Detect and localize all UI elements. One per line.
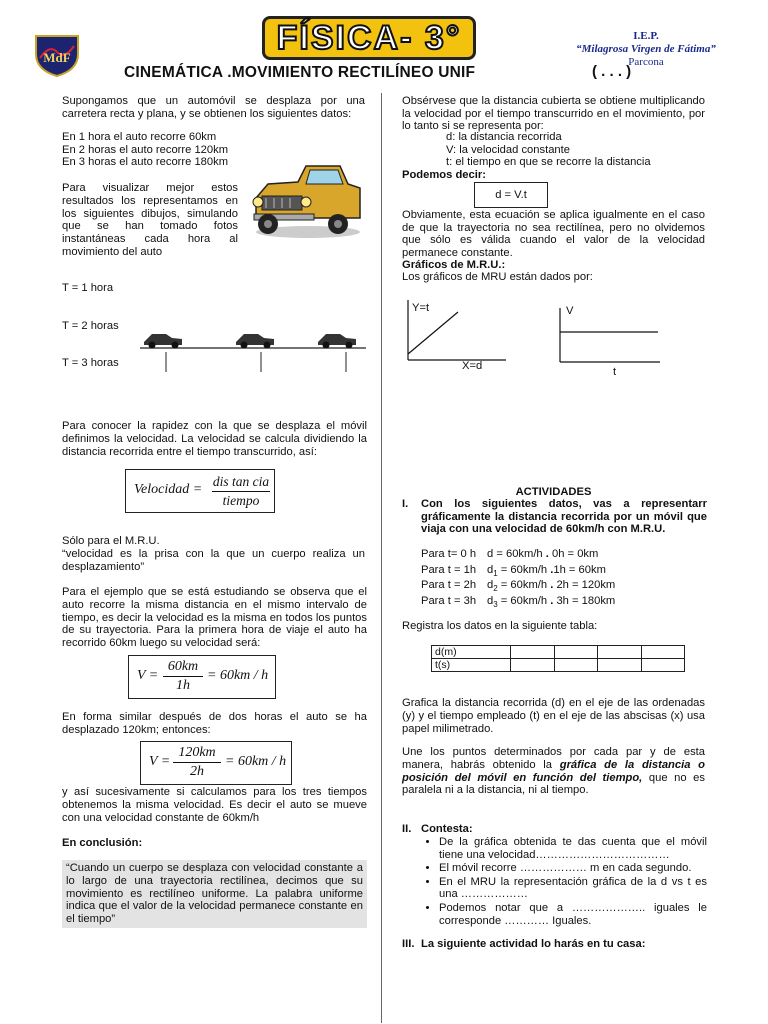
calc-dot: . (547, 594, 557, 607)
table-cell[interactable] (511, 659, 555, 672)
registra-instruction: Registra los datos en la siguiente tabla: (402, 620, 598, 632)
formula-numerator: 120km (178, 745, 216, 760)
fraction-bar (173, 762, 221, 763)
table-cell[interactable] (511, 646, 555, 659)
formula-first-hour (128, 655, 276, 699)
school-info (556, 30, 736, 69)
formula-lhs: Velocidad = (134, 482, 203, 497)
calc-velocity: = 60km/h (497, 563, 548, 576)
calc-dot: . (542, 548, 552, 560)
graficos-heading: Gráficos de M.R.U.: (402, 259, 506, 271)
list-item: • Podemos notar que a ……………….. iguales le corresponde ………… Iguales. (439, 902, 707, 927)
calc-rhs: 1h = 60km (553, 563, 606, 576)
calc-dot: . (547, 579, 557, 591)
calc-time: Para t = 2h (421, 579, 477, 591)
calc-time: Para t = 1h (421, 563, 477, 576)
asi-paragraph: y así sucesivamente si calculamos para los tres tiempos obtenemos la misma velocidad. Es decir el auto se mueve con una velocidad constante de 60km/h (62, 786, 367, 824)
podemos-heading: Podemos decir: (402, 169, 486, 181)
activity-3-number: III. (402, 938, 415, 950)
formula-numerator: 60km (167, 659, 199, 674)
calc-row (421, 579, 711, 595)
definition-line: V: la velocidad constante (446, 143, 570, 156)
page-title-tail: ( . . . ) (592, 63, 632, 80)
contesta-list (421, 836, 707, 928)
activity-1-number: I. (402, 498, 409, 510)
variable-definitions (446, 131, 706, 169)
visualize-paragraph: Para visualizar mejor estos resultados los representamos en los siguientes dibujos, simulando que se han tomado fotos instantáneas cada hora al movimiento del auto (62, 182, 238, 258)
data-line: En 1 hora el auto recorre 60km (62, 131, 217, 143)
formula-denominator: tiempo (222, 493, 260, 508)
activity-1-instructions: Con los siguientes datos, vas a representarr gráficamente la distancia recorrida por un móvil que viaja con una velocidad de 60km/h con M.R.U. (421, 498, 707, 536)
obvio-paragraph: Obviamente, esta ecuación se aplica igualmente en el caso de que la trayectoria no sea rectilínea, pero no olvidemos que sólo es válida cuando el valor de la velocidad permanece constante. (402, 209, 705, 259)
une-paragraph (402, 746, 705, 797)
activity-2-number: II. (402, 823, 412, 835)
table-cell[interactable] (554, 659, 598, 672)
table-cell[interactable] (598, 659, 642, 672)
distance-formula: d = V.t (474, 182, 548, 208)
data-table (431, 645, 685, 672)
conclusion-heading: En conclusión: (62, 837, 143, 849)
table-row (432, 646, 685, 659)
calc-lhs: d (487, 594, 494, 607)
une-emphasis: gráfica de la distancia o posición del móvil en función del tiempo, (402, 758, 705, 784)
formula-velocity (125, 469, 275, 513)
calc-rhs: 2h = 120km (556, 579, 616, 591)
page-title: CINEMÁTICA .MOVIMIENTO RECTILÍNEO UNIF (124, 64, 476, 81)
car-snapshots (140, 326, 366, 374)
calc-row (421, 548, 711, 564)
calc-velocity: = 60km/h (497, 594, 548, 607)
calc-time: Para t= 0 h (421, 548, 477, 560)
table-cell[interactable] (641, 659, 685, 672)
formula-rhs: = 60km / h (225, 754, 287, 769)
graph2-x-label: t (613, 366, 617, 378)
similar-paragraph: En forma similar después de dos horas el auto se ha desplazado 120km; entonces: (62, 711, 367, 736)
calc-dot: . (547, 563, 554, 576)
time-label: T = 3 horas (62, 357, 119, 369)
conclusion-quote: “Cuando un cuerpo se desplaza con velocidad constante a lo largo de una trayectoria rectilínea, decimos que su movimiento es rectilíneo uniforme. La palabra uniforme indica que el valor de la velocidad permanece constante en el tiempo” (62, 860, 367, 928)
calc-lhs: d (487, 563, 494, 576)
distance-calculations (421, 548, 711, 610)
une-text: Une los puntos determinados por cada par y de esta manera, habrás obtenido la (402, 746, 705, 771)
school-location: Parcona (628, 56, 664, 68)
definition-line: d: la distancia recorrida (446, 131, 562, 143)
calc-expr (487, 579, 615, 596)
activity-3-heading: La siguiente actividad lo harás en tu casa: (421, 938, 646, 950)
calc-expr (487, 548, 598, 561)
svg-text:MdF: MdF (43, 50, 71, 65)
graph1-x-label: X=d (462, 360, 483, 372)
calc-row (421, 595, 711, 611)
graph1-y-label: Y=t (412, 302, 430, 314)
formula-denominator: 1h (176, 678, 190, 693)
formula-lhs: V = (149, 754, 171, 769)
formula-numerator: dis tan cia (212, 474, 270, 489)
calc-subscript: 3 (493, 599, 498, 609)
fraction-bar (163, 676, 203, 677)
example-paragraph: Para el ejemplo que se está estudiando se observa que el auto recorre la misma distancia en el mismo intervalo de tiempo, es decir la velocidad es la misma en todos los puntos de su trayectoria. Para la primera hora de viaje el auto ha recorrido 60km luego su velocidad será: (62, 586, 367, 650)
solo-mru-label: Sólo para el M.R.U. (62, 535, 160, 547)
calc-expr (487, 595, 615, 612)
calc-subscript: 1 (493, 568, 498, 578)
table-row (432, 659, 685, 672)
actividades-heading: ACTIVIDADES (515, 486, 592, 498)
list-item: • El móvil recorre ……………… m en cada segundo. (439, 862, 707, 875)
school-name: “Milagrosa Virgen de Fátima” (576, 43, 716, 55)
table-cell[interactable] (554, 646, 598, 659)
time-label: T = 2 horas (62, 320, 119, 332)
velocity-definition: “velocidad es la prisa con la que un cuerpo realiza un desplazamiento” (62, 548, 365, 573)
formula-lhs: V = (137, 668, 159, 683)
list-item: • En el MRU la representación gráfica de la d vs t es una ……………… (439, 876, 707, 901)
formula-rhs: = 60km / h (207, 668, 269, 683)
une-text-end: que no es paralela ni a la distancia, ni al tiempo. (402, 771, 705, 797)
calc-rhs: 3h = 180km (556, 594, 616, 607)
banner-text: FÍSICA- 3° (276, 18, 462, 57)
table-cell[interactable] (598, 646, 642, 659)
definition-line: t: el tiempo en que se recorre la distancia (446, 156, 651, 169)
data-line: En 2 horas el auto recorre 120km (62, 143, 229, 156)
calc-rhs: 0h = 0km (552, 548, 599, 560)
obs-paragraph: Obsérvese que la distancia cubierta se obtiene multiplicando la velocidad por el tiempo transcurrido en el movimiento, por lo tanto si se representa por: (402, 95, 705, 133)
table-cell[interactable] (641, 646, 685, 659)
school-type: I.E.P. (633, 30, 659, 42)
activity-2-heading: Contesta: (421, 823, 473, 835)
calc-velocity: = 60km/h (497, 579, 548, 591)
fraction-bar (212, 491, 270, 492)
calc-time: Para t = 3h (421, 594, 477, 607)
calc-expr (487, 564, 606, 581)
grafica-paragraph: Grafica la distancia recorrida (d) en el eje de las ordenadas (y) y el tiempo empleado (t) en el eje de las abscisas (x) usa papel milimetrado. (402, 697, 705, 735)
rapidez-paragraph: Para conocer la rapidez con la que se desplaza el móvil definimos la velocidad. La velocidad se calcula dividiendo la distancia recorrida entre el tiempo transcurrido, así: (62, 420, 367, 458)
calc-lhs: d = 60km/h (487, 548, 543, 560)
list-item: • De la gráfica obtenida te das cuenta que el móvil tiene una velocidad……………………………… (439, 836, 707, 861)
truck-illustration (248, 154, 366, 240)
intro-paragraph: Supongamos que un automóvil se desplaza por una carretera recta y plana, y se obtienen los siguientes datos: (62, 95, 365, 120)
subject-banner (262, 16, 476, 60)
calc-row (421, 564, 711, 580)
table-header-cell: d(m) (432, 646, 511, 659)
formula-second-hour (140, 741, 292, 785)
time-label: T = 1 hora (62, 282, 114, 294)
data-line: En 3 horas el auto recorre 180km (62, 156, 229, 169)
column-divider (381, 93, 382, 1023)
formula-denominator: 2h (190, 764, 204, 779)
graficos-text: Los gráficos de MRU están dados por: (402, 271, 593, 283)
calc-subscript: 2 (493, 584, 498, 594)
data-list (62, 131, 262, 169)
graph2-y-label: V (566, 305, 574, 317)
school-logo (32, 32, 82, 78)
calc-lhs: d (487, 579, 494, 591)
table-header-cell: t(s) (432, 659, 511, 672)
